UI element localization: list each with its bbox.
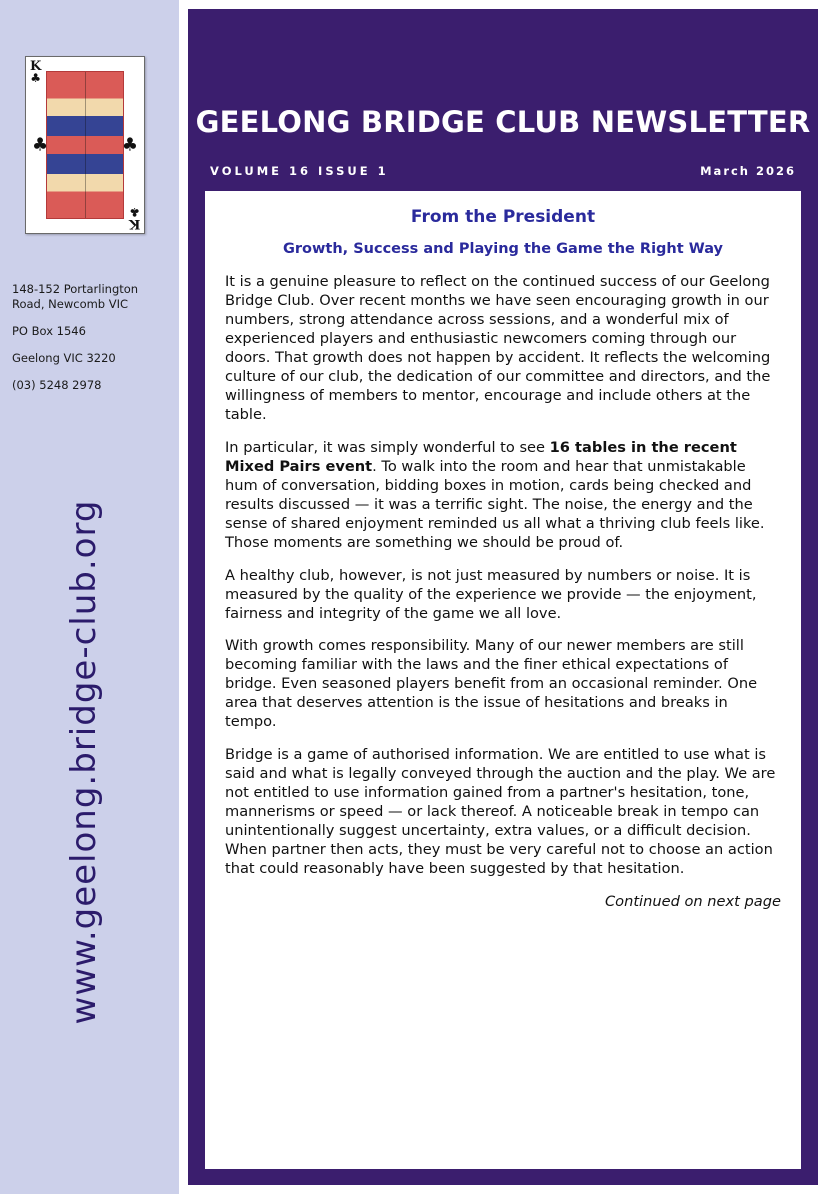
address-line-city: Geelong VIC 3220 xyxy=(12,351,116,366)
article-body xyxy=(225,273,781,912)
main-area xyxy=(179,0,827,1194)
address-line-street: 148-152 Portarlington Road, Newcomb VIC xyxy=(12,282,139,311)
paragraph-2 xyxy=(225,439,781,553)
paragraph-1: It is a genuine pleasure to reflect on the continued success of our Geelong Bridge Club. Over recent months we have seen encouraging growth in our numbers, strong attendance across sessions, and a wonderful mix of experienced players and enthusiastic newcomers coming through our doors. That growth does not happen by accident. It reflects the welcoming culture of our club, the dedication of our committee and directors, and the willingness of members to mentor, encourage and include others at the table. xyxy=(225,273,771,423)
article-subtitle: Growth, Success and Playing the Game the Right Way xyxy=(283,241,723,257)
paragraph-2-after: . To walk into the room and hear that unmistakable hum of conversation, bidding boxes in motion, cards being checked and results discussed — it was a terrific sight. The noise, the energy and the sense of shared enjoyment reminded us all what a thriving club feels like. Those moments are something we should be proud of. xyxy=(225,457,765,551)
club-icon-left: ♣ xyxy=(32,134,49,156)
paragraph-5: Bridge is a game of authorised information. We are entitled to use what is said and what is legally conveyed through the auction and the play. We are not entitled to use information gained from a partner's hesitation, tone, mannerisms or speed — or lack thereof. A noticeable break in tempo can unintentionally suggest uncertainty, extra values, or a difficult decision. When partner then acts, they must be very careful not to choose an action that could reasonably have been suggested by that hesitation. xyxy=(225,746,776,878)
paragraph-4: With growth comes responsibility. Many of our newer members are still becoming familiar with the laws and the finer ethical expectations of bridge. Even seasoned players benefit from an occasional reminder. One area that deserves attention is the issue of hesitations and breaks in tempo. xyxy=(225,637,758,731)
contact-address xyxy=(12,282,170,405)
paragraph-2-bold: 16 tables in the recent Mixed Pairs event xyxy=(225,438,737,475)
card-corner-top-left xyxy=(30,60,41,84)
issue-date-label: March 2026 xyxy=(700,164,796,178)
article-title: From the President xyxy=(410,207,596,227)
card-rank-label: K xyxy=(30,59,42,74)
address-line-pobox: PO Box 1546 xyxy=(12,324,86,339)
card-face xyxy=(26,57,144,233)
club-icon-2: ♣ xyxy=(128,205,140,219)
article-panel xyxy=(205,191,801,1169)
sidebar xyxy=(0,0,179,1194)
website-url[interactable]: www.geelong.bridge-club.org xyxy=(64,499,104,1025)
continued-note: Continued on next page xyxy=(604,893,781,911)
card-rank-label-2: K xyxy=(128,216,140,231)
king-of-clubs-card xyxy=(25,56,145,234)
page-title: GEELONG BRIDGE CLUB NEWSLETTER xyxy=(195,105,811,139)
paragraph-2-before: In particular, it was simply wonderful to see xyxy=(225,438,550,456)
paragraph-3: A healthy club, however, is not just measured by numbers or noise. It is measured by the quality of the experience we provide — the enjoyment, fairness and integrity of the game we all love. xyxy=(225,566,757,622)
club-icon: ♣ xyxy=(30,71,42,85)
volume-issue-label: VOLUME 16 ISSUE 1 xyxy=(210,164,389,178)
card-corner-bottom-right xyxy=(129,206,140,230)
card-artwork xyxy=(46,71,124,219)
club-icon-right: ♣ xyxy=(121,134,138,156)
purple-panel xyxy=(188,9,818,1185)
masthead xyxy=(188,9,818,191)
address-line-phone: (03) 5248 2978 xyxy=(12,377,102,392)
